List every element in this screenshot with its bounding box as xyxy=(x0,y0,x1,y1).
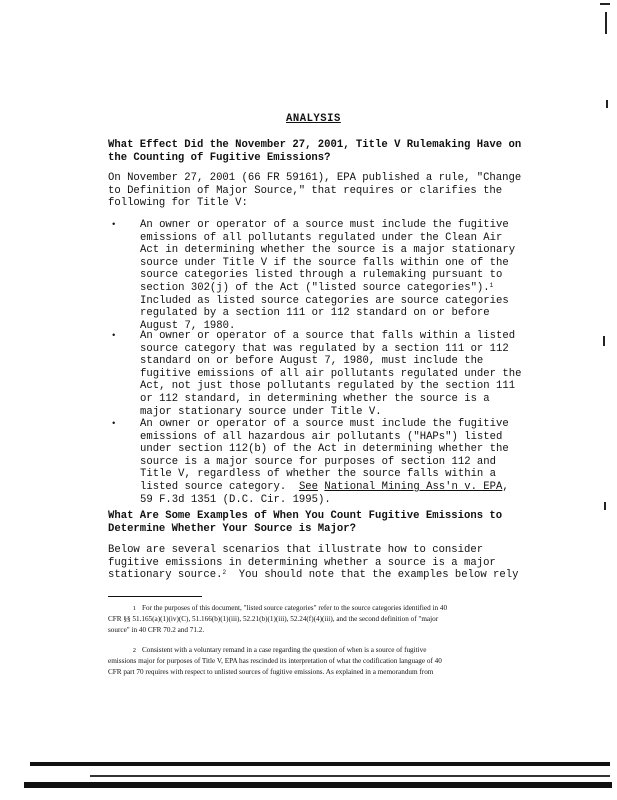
text-line: regulated by a section 111 or 112 standard on or before xyxy=(140,307,490,320)
scan-artifact xyxy=(604,502,606,510)
scan-artifact xyxy=(30,762,610,766)
heading-line: the Counting of Fugitive Emissions? xyxy=(108,151,331,164)
heading-line: Determine Whether Your Source is Major? xyxy=(108,522,356,535)
text-line: following for Title V: xyxy=(108,197,248,210)
text-line: standard on or before August 7, 1980, must include the xyxy=(140,355,484,368)
scan-artifact xyxy=(605,12,607,34)
text-line: August 7, 1980. xyxy=(140,319,236,332)
case-citation: National Mining Ass'n v. EPA xyxy=(324,480,503,493)
footnote-number: 1 xyxy=(132,605,136,612)
citation-signal: See xyxy=(298,480,319,493)
text-segment: listed source category. xyxy=(140,480,287,493)
heading-line: What Effect Did the November 27, 2001, Title V Rulemaking Have on xyxy=(108,139,522,151)
footnote-text: For the purposes of this document, "listed source categories" refer to the source categories identified in 40 xyxy=(142,604,448,612)
text-line: to Definition of Major Source," that requires or clarifies the xyxy=(108,184,503,197)
footnote-line xyxy=(108,645,528,656)
scan-artifact xyxy=(90,775,610,777)
text-line: emissions of all pollutants regulated under the Clean Air xyxy=(140,231,503,244)
scan-artifact xyxy=(600,3,610,5)
bullet-marker: • xyxy=(111,220,117,230)
scan-artifact xyxy=(606,100,608,108)
footnote-number: 2 xyxy=(132,647,136,654)
text-line: An owner or operator of a source must include the fugitive xyxy=(140,219,509,231)
text-line: emissions of all hazardous air pollutants ("HAPs") listed xyxy=(140,430,503,443)
section-heading xyxy=(108,139,521,164)
text-line: An owner or operator of a source that falls within a listed xyxy=(140,330,516,342)
heading-line: What Are Some Examples of When You Count Fugitive Emissions to xyxy=(108,510,503,522)
footnote-line xyxy=(108,603,528,614)
intro-paragraph xyxy=(108,172,521,210)
text-line xyxy=(140,282,515,295)
text-line: Act in determining whether the source is a major stationary xyxy=(140,244,516,257)
text-line: Included as listed source categories are source categories xyxy=(140,294,509,307)
text-line: source categories listed through a rulemaking pursuant to xyxy=(140,269,503,282)
footnote-ref: 1 xyxy=(489,281,494,289)
footnote-line: CFR §§ 51.165(a)(1)(iv)(C), 51.166(b)(1)(iii), 52.21(b)(1)(iii), 52.24(f)(4)(iii), and the second definition of "major xyxy=(108,615,439,623)
scan-artifact xyxy=(603,336,605,346)
body-paragraph xyxy=(108,544,518,582)
bullet-marker: • xyxy=(111,331,117,341)
text-line: source category that was regulated by a section 111 or 112 xyxy=(140,342,509,355)
text-line: listed source category. See National Mining Ass'n v. EPA, xyxy=(140,480,509,493)
text-segment: stationary source. xyxy=(108,569,223,582)
footnote-separator xyxy=(108,596,202,597)
footnote-line: CFR part 70 requires with respect to unlisted sources of fugitive emissions. As explained in a memorandum from xyxy=(108,668,434,676)
text-segment: You should note that the examples below rely xyxy=(226,569,519,582)
bullet-item xyxy=(140,330,521,418)
bullet-item xyxy=(140,418,509,506)
text-line: An owner or operator of a source must include the fugitive xyxy=(140,418,509,430)
scan-artifact xyxy=(24,782,612,788)
footnote xyxy=(108,603,528,636)
text-line: under section 112(b) of the Act in determining whether the xyxy=(140,443,509,456)
footnote-line: emissions major for purposes of Title V, EPA has rescinded its interpretation of what the codification language of 40 xyxy=(108,657,442,665)
text-line: 59 F.3d 1351 (D.C. Cir. 1995). xyxy=(140,493,331,506)
text-line: source is a major source for purposes of section 112 and xyxy=(140,455,497,468)
text-line: fugitive emissions in determining whether a source is a major xyxy=(108,556,496,569)
text-line: major stationary source under Title V. xyxy=(140,405,382,418)
footnote-line: source" in 40 CFR 70.2 and 71.2. xyxy=(108,626,205,634)
text-line: Title V, regardless of whether the source falls within a xyxy=(140,468,497,481)
text-line: or 112 standard, in determining whether the source is a xyxy=(140,392,490,405)
text-line: On November 27, 2001 (66 FR 59161), EPA published a rule, "Change xyxy=(108,172,522,184)
footnote-text: Consistent with a voluntary remand in a case regarding the question of when is a source of fugitive xyxy=(142,646,427,654)
text-line: Below are several scenarios that illustrate how to consider xyxy=(108,544,484,556)
text-line xyxy=(108,569,518,582)
footnote xyxy=(108,645,528,678)
bullet-marker: • xyxy=(111,419,117,429)
section-heading xyxy=(108,510,502,535)
text-line: fugitive emissions of all air pollutants regulated under the xyxy=(140,367,522,380)
text-segment: section 302(j) of the Act ("listed source categories"). xyxy=(140,281,490,294)
bullet-item xyxy=(140,219,515,332)
text-line: Act, not just those pollutants regulated by the section 111 xyxy=(140,380,516,393)
footnote-ref: 2 xyxy=(222,569,227,577)
page-title: ANALYSIS xyxy=(286,113,341,125)
text-line: source under Title V if the source falls within one of the xyxy=(140,256,509,269)
